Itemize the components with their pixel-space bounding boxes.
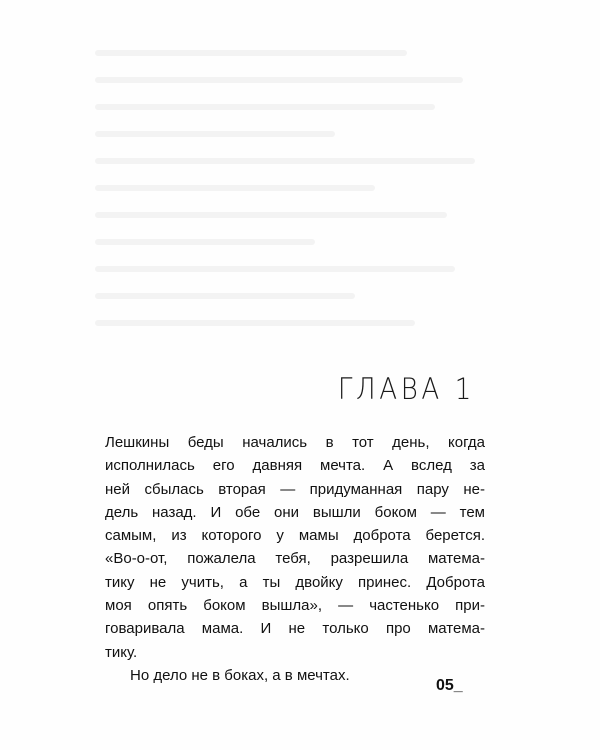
text-line: Лешкины беды начались в тот день, когда: [105, 434, 485, 451]
text-line: моя опять боком вышла», — частенько при-: [105, 597, 485, 615]
text-line: Но дело не в боках, а в мечтах.: [130, 666, 350, 684]
chapter-body-text: [105, 431, 485, 687]
text-line: самым, из которого у мамы доброта берется.: [105, 527, 485, 545]
text-line: дель назад. И обе они вышли боком — тем: [105, 503, 485, 521]
text-line: тику не учить, а ты двойку принес. Доброта: [105, 573, 485, 591]
text-line: ней сбылась вторая — придуманная пару не-: [105, 480, 485, 498]
text-line: говаривала мама. И не только про матема-: [105, 620, 485, 638]
chapter-title: ГЛАВА 1: [337, 372, 475, 406]
text-line: исполнилась его давняя мечта. А вслед за: [105, 457, 485, 475]
text-line: «Во-о-от, пожалела тебя, разрешила матема-: [105, 550, 485, 568]
page-number: 05_: [436, 677, 463, 694]
text-line: тику.: [105, 643, 138, 661]
bleed-through-texture: [95, 50, 495, 370]
